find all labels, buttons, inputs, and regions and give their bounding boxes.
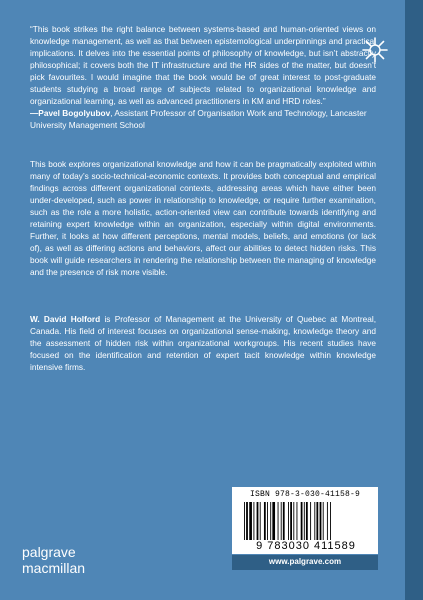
quote-text: “This book strikes the right balance between systems-based and human-oriented views on knowledge management, as well as that between epistemological underpinnings and practical implications. It delves into the essential points of philosophy of knowledge, but isn’t abstractly philosophical; it covers both the IT infrastructure and the HR sides of the matter, but doesn’t pick favourites. I would imagine that the book would be of great interest to post-graduate students studying a broad range of subjects related to organizational knowledge and organizational learning, as well as advanced practitioners in KM and HRD roles.” — [30, 24, 376, 106]
spine-strip — [405, 0, 423, 600]
quote-author-role: , Assistant Professor of Organisation Work and Technology, Lancaster University Management School — [30, 108, 367, 130]
endorsement-quote — [30, 23, 376, 131]
website-link[interactable]: www.palgrave.com — [268, 557, 342, 566]
publisher-logo — [22, 544, 85, 576]
publisher-line2: macmillan — [22, 560, 86, 576]
quote-attribution — [30, 107, 376, 131]
publisher-line1: palgrave — [22, 544, 76, 560]
author-bio — [30, 313, 376, 373]
author-name: W. David Holford — [30, 314, 101, 324]
book-description: This book explores organizational knowledge and how it can be pragmatically exploited within many of today’s socio-technical-economic contexts. It provides both conceptual and empirical findings across different organizational contexts, addressing areas which have either been under-developed, such as power in relationship to knowledge, or require further examination, such as the role a more holistic, action-oriented view can contribute towards identifying and retaining expert knowledge within an organization, especially within digital environments. Further, it looks at how different perceptions, mental models, beliefs, and emotions (or lack of), as well as differing actions and behaviors, affect our abilities to detect hidden risks. This book will guide researchers in rendering the relationship between the managing of knowledge and the presence of risk more visible. — [30, 159, 376, 277]
barcode-digits: 9 783030 411589 — [256, 540, 356, 552]
isbn-label: ISBN 978-3-030-41158-9 — [249, 490, 361, 499]
barcode-icon — [244, 502, 368, 540]
quote-author: —Pavel Bogolyubov — [30, 108, 111, 118]
website-bar — [232, 555, 378, 570]
author-bio-text: is Professor of Management at the University of Quebec at Montreal, Canada. His field of interest focuses on organizational sense-making, knowledge theory and the assessment of hidden risk within organizational workgroups. His recent studies have focused on the identification and retention of expert tacit knowledge within knowledge intensive firms. — [30, 314, 376, 372]
barcode-block — [232, 487, 378, 554]
